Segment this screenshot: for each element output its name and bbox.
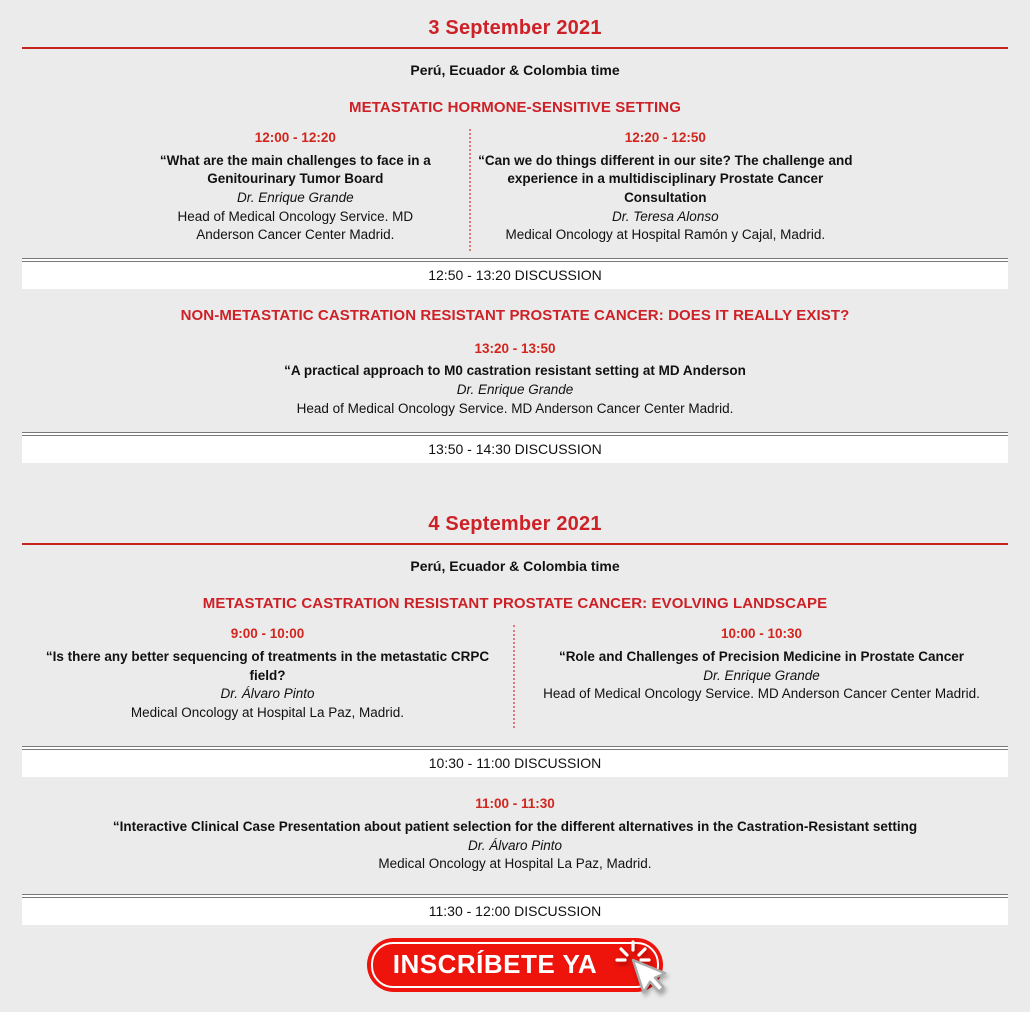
session-card [22, 625, 515, 728]
session-card [40, 340, 990, 419]
discussion-label: 12:50 - 13:20 DISCUSSION [428, 266, 602, 283]
session-affiliation: Head of Medical Oncology Service. MD Anderson Cancer Center Madrid. [543, 686, 980, 702]
session-title: “A practical approach to M0 castration resistant setting at MD Anderson [284, 363, 746, 379]
discussion-label: 13:50 - 14:30 DISCUSSION [428, 441, 602, 458]
cta-area [0, 938, 1030, 992]
session-time: 12:20 - 12:50 [624, 130, 706, 145]
red-divider-line [22, 543, 1008, 545]
topic-heading: METASTATIC HORMONE-SENSITIVE SETTING [349, 99, 681, 116]
session-speaker: Dr. Teresa Alonso [612, 208, 719, 224]
session-time: 12:00 - 12:20 [254, 130, 336, 145]
session-time: 11:00 - 11:30 [475, 796, 555, 812]
topic-heading: METASTATIC CASTRATION RESISTANT PROSTATE CANCER: EVOLVING LANDSCAPE [202, 595, 828, 613]
session-time: 13:20 - 13:50 [474, 340, 556, 356]
session-speaker: Dr. Enrique Grande [237, 189, 354, 205]
click-cursor-icon [609, 938, 683, 1012]
session-affiliation: Medical Oncology at Hospital Ramón y Cajal, Madrid. [505, 227, 826, 243]
session-affiliation: Head of Medical Oncology Service. MD Anderson Cancer Center Madrid. [177, 208, 414, 243]
session-row [22, 625, 1008, 728]
session-speaker: Dr. Álvaro Pinto [467, 837, 563, 853]
day-section-4-september [0, 513, 1030, 925]
session-card [22, 129, 471, 251]
discussion-label: 10:30 - 11:00 DISCUSSION [428, 755, 602, 772]
session-title: “Interactive Clinical Case Presentation about patient selection for the different alternatives in the Castration-Resistant setting [112, 819, 918, 834]
discussion-label: 11:30 - 12:00 DISCUSSION [428, 902, 602, 919]
session-affiliation: Medical Oncology at Hospital La Paz, Madrid. [130, 704, 405, 720]
click-burst-icon [617, 942, 649, 960]
mouse-cursor-icon [633, 952, 670, 996]
topic-heading: NON-METASTATIC CASTRATION RESISTANT PROSTATE CANCER: DOES IT REALLY EXIST? [180, 306, 850, 324]
session-speaker: Dr. Enrique Grande [456, 382, 574, 397]
session-card [471, 129, 1008, 251]
session-title: “Can we do things different in our site? The challenge and experience in a multidisciplinary Prostate Cancer Consultation [478, 152, 853, 205]
discussion-band [22, 432, 1008, 463]
session-title: “What are the main challenges to face in a Genitourinary Tumor Board [159, 152, 431, 187]
day-date: 4 September 2021 [428, 513, 602, 536]
discussion-band [22, 746, 1008, 777]
session-row [22, 129, 1008, 251]
session-card [40, 795, 990, 874]
day-section-3-september [0, 0, 1030, 463]
discussion-band [22, 258, 1008, 289]
session-affiliation: Head of Medical Oncology Service. MD Anderson Cancer Center Madrid. [296, 400, 734, 416]
session-affiliation: Medical Oncology at Hospital La Paz, Madrid. [378, 856, 652, 872]
timezone-note: Perú, Ecuador & Colombia time [410, 62, 620, 78]
session-time: 9:00 - 10:00 [230, 626, 305, 642]
session-time: 10:00 - 10:30 [720, 626, 803, 642]
session-speaker: Dr. Álvaro Pinto [220, 686, 315, 702]
red-divider-line [22, 47, 1008, 49]
session-title: “Role and Challenges of Precision Medicine in Prostate Cancer [558, 648, 965, 664]
discussion-band [22, 894, 1008, 925]
inscribete-button[interactable] [367, 938, 663, 992]
session-card [515, 625, 1008, 728]
session-title: “Is there any better sequencing of treatments in the metastatic CRPC field? [45, 648, 490, 683]
session-speaker: Dr. Enrique Grande [703, 667, 820, 683]
day-date: 3 September 2021 [428, 17, 602, 39]
timezone-note: Perú, Ecuador & Colombia time [410, 558, 620, 575]
inscribete-button-label: INSCRÍBETE YA [392, 949, 598, 980]
